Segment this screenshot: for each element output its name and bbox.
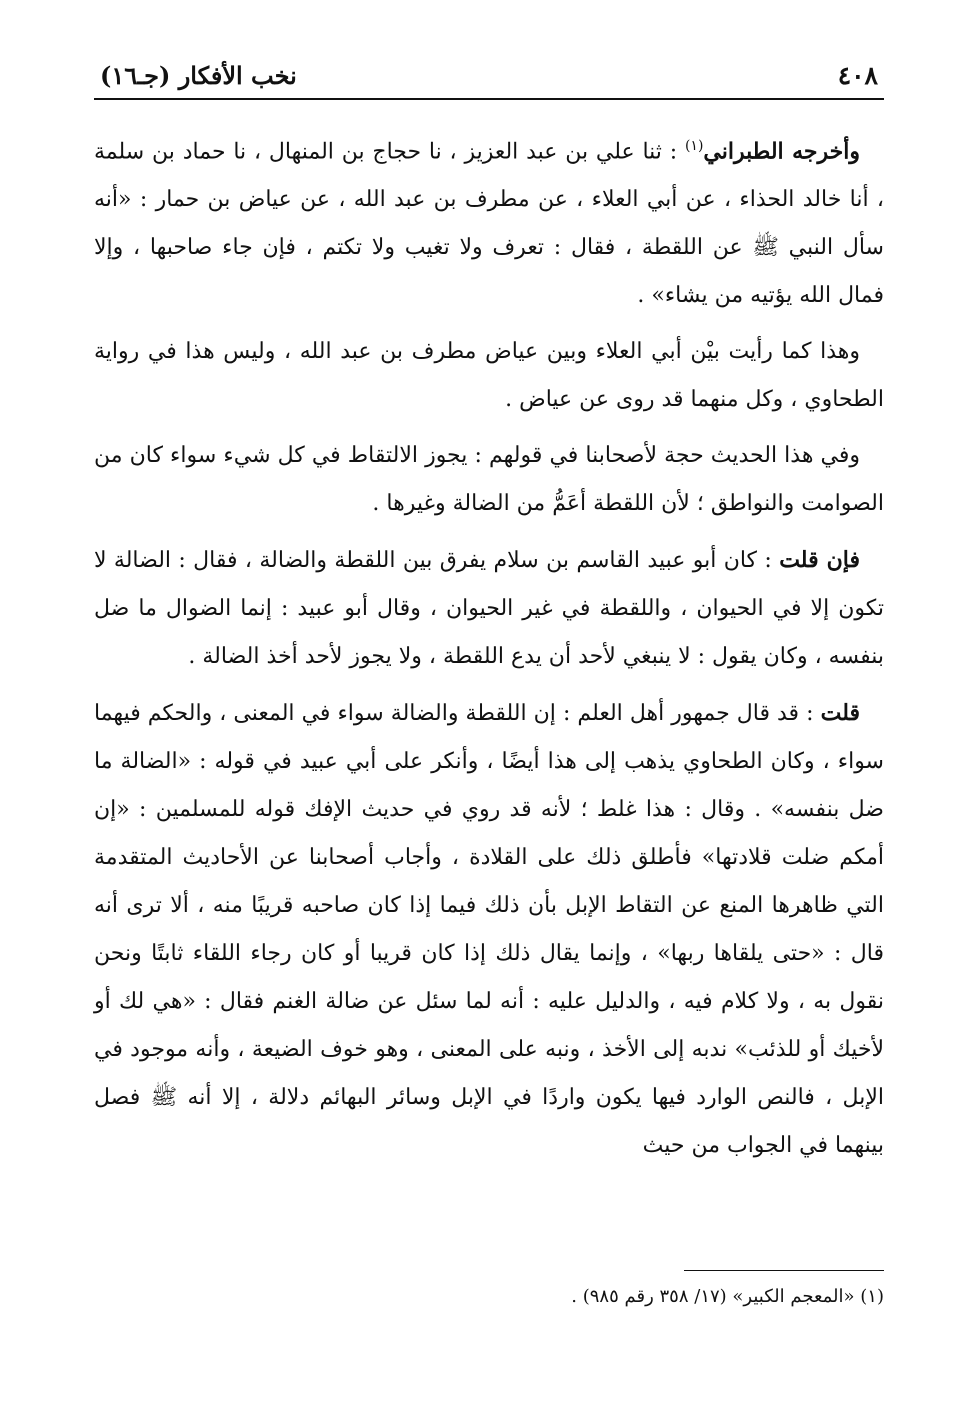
paragraph-3: [94, 432, 884, 528]
paragraph-text: : كان أبو عبيد القاسم بن سلام يفرق بين اللقطة والضالة ، فقال : الضالة لا تكون إلا في الحيوان ، واللقطة في غير الحيوان ، وقال أبو عبيد : إنما الضوال ما ضل بنفسه ، وكان يقول : لا ينبغي لأحد أن يدع اللقطة ، ولا يجوز لأحد أخذ الضالة .: [94, 548, 884, 670]
paragraph-text: : ثنا علي بن عبد العزيز ، نا حجاج بن المنهال ، نا حماد بن سلمة ، أنا خالد الحذاء ، عن أبي العلاء ، عن مطرف بن عبد الله ، عن عياض بن حمار : «أنه سأل النبي ﷺ عن اللقطة ، فقال : تعرف ولا تغيب ولا تكتم ، فإن جاء صاحبها ، وإلا فمال الله يؤتيه من يشاء» .: [94, 139, 884, 309]
paragraph-lead: وأخرجه الطبراني: [703, 138, 860, 165]
paragraph-text: : قد قال جمهور أهل العلم : إن اللقطة والضالة سواء في المعنى ، والحكم فيهما سواء ، وكان الطحاوي يذهب إلى هذا أيضًا ، وأنكر على أبي عبيد في قوله : «الضالة ما ضل بنفسه» . وقال : هذا غلط ؛ لأنه قد روي في حديث الإفك قوله للمسلمين : «إن أمكم ضلت قلادتها» فأطلق ذلك على القلادة ، وأجاب أصحابنا عن الأحاديث المتقدمة التي ظاهرها المنع عن التقاط الإبل بأن ذلك فيما إذا كان صاحبه قريبًا منه ، ألا ترى أنه قال : «حتى يلقاها ربها» ، وإنما يقال ذلك إذا كان قريبا أو كان رجاء اللقاء ثابتًا ونحن نقول به ، ولا كلام فيه ، والدليل عليه : أنه لما سئل عن ضالة الغنم فقال : «هي لك أو لأخيك أو للذئب» ندبه إلى الأخذ ، ونبه على المعنى ، وهو خوف الضيعة ، وأنه موجود في الإبل ، فالنص الوارد فيها يكون واردًا في الإبل وسائر البهائم دلالة ، إلا أنه ﷺ فصل بينهما في الجواب من حيث: [94, 701, 884, 1159]
page-number: ٤٠٨: [837, 60, 878, 90]
running-header: [94, 52, 884, 100]
paragraph-text: وفي هذا الحديث حجة لأصحابنا في قولهم : يجوز الالتقاط في كل شيء سواء كان من الصوامت والنواطق ؛ لأن اللقطة أعَمُّ من الضالة وغيرها .: [94, 443, 884, 517]
paragraph-lead: فإن قلت: [779, 547, 860, 574]
paragraph-text: وهذا كما رأيت بيْن أبي العلاء وبين عياض مطرف بن عبد الله ، وليس هذا في رواية الطحاوي ، وكل منهما قد روى عن عياض .: [94, 339, 884, 413]
paragraph-lead: قلت: [820, 700, 860, 727]
paragraph-2: [94, 328, 884, 424]
book-title: نخب الأفكار (جـ١٦): [100, 60, 297, 90]
paragraph-4: [94, 536, 884, 681]
book-page: [94, 52, 884, 1392]
main-text: [94, 122, 884, 1170]
footnote: (١) «المعجم الكبير» (١٧/ ٣٥٨ رقم ٩٨٥) .: [571, 1286, 884, 1307]
footnote-divider: [684, 1270, 884, 1271]
paragraph-1: [94, 122, 884, 320]
footnote-reference[interactable]: (١): [684, 138, 704, 154]
paragraph-5: [94, 689, 884, 1170]
